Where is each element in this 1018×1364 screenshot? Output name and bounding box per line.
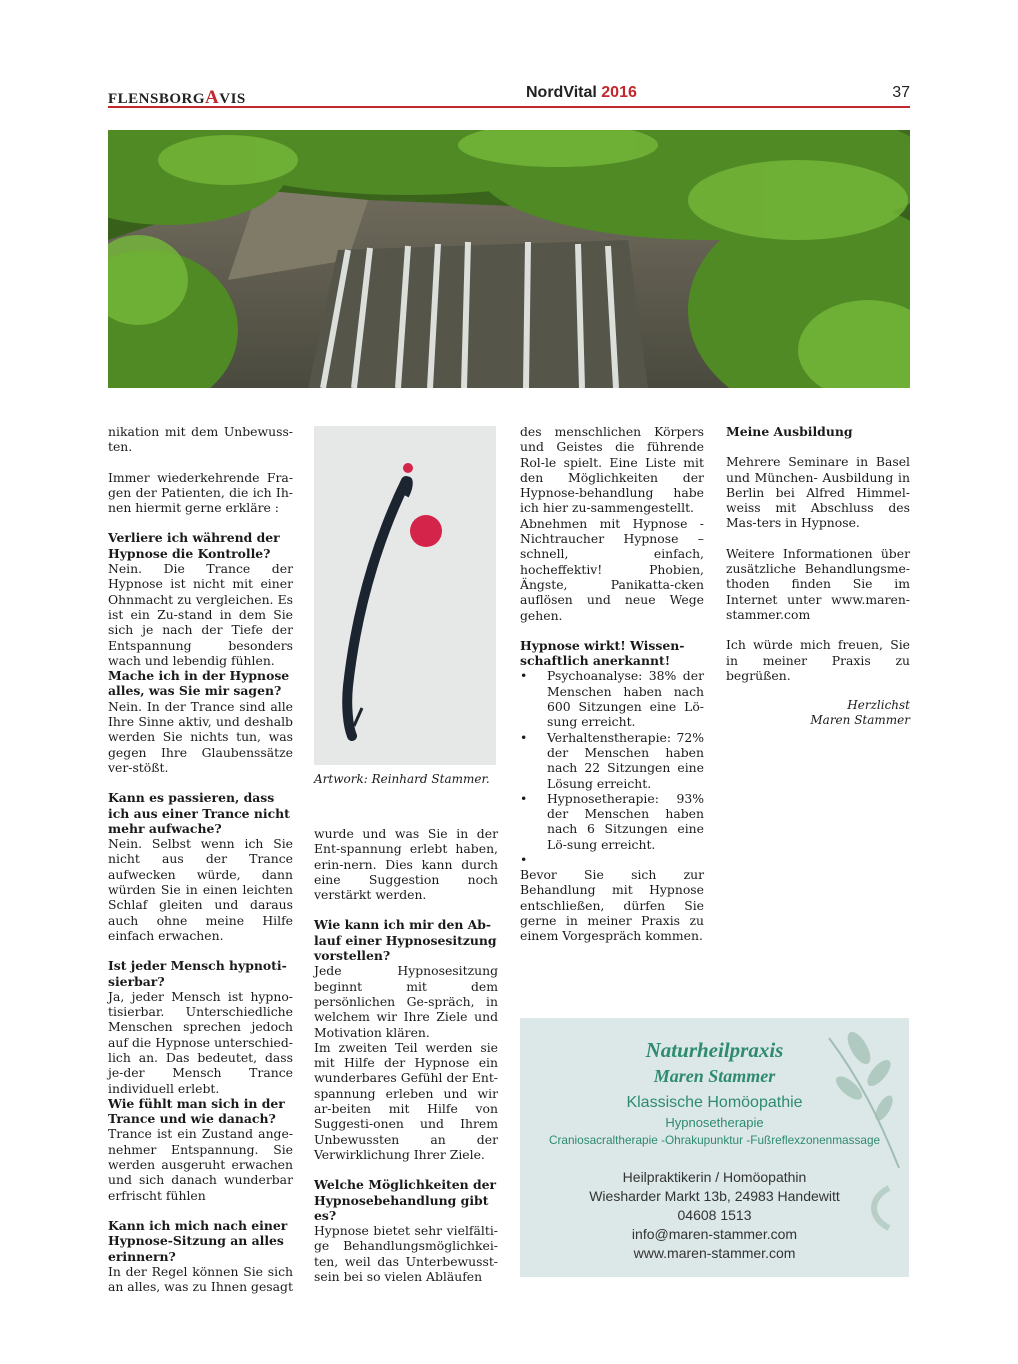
ad-role: Heilpraktikerin / Homöopathin bbox=[622, 1169, 807, 1185]
answer-paragraph: Hypnose bietet sehr vielfälti-ge Behandlungsmöglichkei-ten, weil das Unterbewusst-sein bei so vielen Abläufen bbox=[314, 1223, 498, 1285]
paragraph: Immer wiederkehrende Fra-gen der Patienten, die ich Ih-nen hiermit gerne erkläre : bbox=[108, 469, 293, 516]
list-item: • Verhaltenstherapie: 72% der Menschen haben nach 22 Sitzungen eine Lösung erreicht. bbox=[520, 730, 704, 791]
section-heading: Hypnose wirkt! Wissen-schaftlich anerkannt! bbox=[520, 637, 685, 669]
question-heading: Kann ich mich nach einer Hypnose-Sitzung an alles erinnern? bbox=[108, 1217, 288, 1264]
signature-greeting: Herzlichst bbox=[847, 698, 910, 713]
ad-practitioner-name: Maren Stammer bbox=[653, 1066, 776, 1086]
list-item: • Psychoanalyse: 38% der Menschen haben nach 600 Sitzungen eine Lö-sung erreicht. bbox=[520, 668, 704, 729]
paragraph: Abnehmen mit Hypnose -Nichtraucher Hypnose – schnell, einfach, hocheffektiv! Phobien, Ängste, Panikatta-cken auflösen und neue Wege gehen. bbox=[520, 515, 704, 623]
signature-name: Maren Stammer bbox=[810, 713, 910, 728]
page-number: 37 bbox=[892, 84, 910, 101]
ad-email-link[interactable]: info@maren-stammer.com bbox=[631, 1226, 798, 1242]
question-heading: Verliere ich während der Hypnose die Kontrolle? bbox=[108, 530, 280, 561]
page-header bbox=[108, 84, 910, 108]
ad-contact-block bbox=[520, 1168, 909, 1263]
question-heading: Welche Möglichkeiten der Hypnosebehandlung gibt es? bbox=[314, 1177, 497, 1223]
ad-service-list: Craniosacraltherapie -Ohrakupunktur -Fußreflexzonenmassage bbox=[548, 1133, 881, 1147]
magazine-title: NordVital 2016 bbox=[526, 84, 637, 101]
list-item bbox=[520, 852, 704, 867]
answer-paragraph: Im zweiten Teil werden sie mit Hilfe der Hypnose ein wunderbares Gefühl der Ent-spannung erleben und wir ar-beiten mit Hilfe von Suggesti-onen und Ihrem Unbewussten an der Verwirklichung Ihrer Ziele. bbox=[314, 1039, 498, 1162]
ad-website-link[interactable]: www.maren-stammer.com bbox=[633, 1245, 796, 1261]
answer-paragraph: Nein. Selbst wenn ich Sie nicht aus der Trance aufwecken würde, dann würden Sie in einen leichten Schlaf gleiten und daraus auch ohne meine Hilfe einfach erwachen. bbox=[108, 836, 293, 943]
question-heading: Ist jeder Mensch hypnoti-sierbar? bbox=[108, 958, 287, 989]
paragraph: Mehrere Seminare in Basel und München- Ausbildung in Berlin bei Alfred Himmel-weiss mit Abschluss des Mas-ters in Hypnose. bbox=[726, 454, 910, 531]
publisher-logo: FLENSBORGAVIS bbox=[108, 87, 246, 108]
ad-phone: 04608 1513 bbox=[677, 1207, 752, 1223]
ad-title: Naturheilpraxis bbox=[645, 1038, 784, 1062]
question-heading: Kann es passieren, dass ich aus einer Trance nicht mehr aufwache? bbox=[108, 790, 290, 836]
ad-service-main: Klassische Homöopathie bbox=[626, 1094, 803, 1111]
artwork-caption: Artwork: Reinhard Stammer. bbox=[314, 772, 490, 786]
question-heading: Mache ich in der Hypnose alles, was Sie mir sagen? bbox=[108, 668, 290, 699]
paragraph: des menschlichen Körpers und Geistes die führende Rol-le spielt. Eine Liste mit den Möglichkeiten der Hypnose-behandlung habe ich hier zu-sammengestellt. bbox=[520, 424, 704, 516]
section-heading: Meine Ausbildung bbox=[726, 424, 853, 439]
text-column-3 bbox=[520, 424, 704, 944]
paragraph: wurde und was Sie in der Ent-spannung erlebt haben, erin-nern. Dies kann durch eine Suggestion noch verstärkt werden. bbox=[314, 826, 498, 903]
question-heading: Wie fühlt man sich in der Trance und wie danach? bbox=[108, 1095, 285, 1127]
answer-paragraph: Jede Hypnosesitzung beginnt mit dem persönlichen Ge-spräch, in welchem wir Ihre Ziele und Motivation klären. bbox=[314, 963, 498, 1040]
paragraph: Weitere Informationen über zusätzliche Behandlungsme-thoden finden Sie im Internet unter www.maren-stammer.com bbox=[726, 545, 910, 622]
paragraph: Ich würde mich freuen, Sie in meiner Praxis zu begrüßen. bbox=[726, 637, 910, 683]
paragraph: Bevor Sie sich zur Behandlung mit Hypnose entschließen, dürfen Sie gerne in meiner Praxis zu einem Vorgespräch kommen. bbox=[520, 867, 704, 944]
waterfall-photo bbox=[108, 130, 910, 388]
answer-paragraph: Nein. Die Trance der Hypnose ist nicht mit einer Ohnmacht zu vergleichen. Es ist ein Zu-stand in dem Sie sich je nach der Tiefe der Entspannung besonders wach und lebendig fühlen. bbox=[108, 561, 293, 668]
question-heading: Wie kann ich mir den Ab-lauf einer Hypnosesitzung vorstellen? bbox=[314, 917, 497, 964]
answer-paragraph: Trance ist ein Zustand ange-nehmer Entspannung. Sie werden ausgeruht erwachen und sich danach wunderbar erfrischt fühlen bbox=[108, 1126, 293, 1203]
answer-paragraph: Ja, jeder Mensch ist hypno-tisierbar. Unterschiedliche Menschen sprechen jedoch auf die Hypnose unterschied-lich an. Das bedeutet, dass je-der Mensch Trance individuell erlebt. bbox=[108, 988, 293, 1096]
practice-advertisement bbox=[520, 1018, 909, 1277]
ad-service-secondary: Hypnosetherapie bbox=[665, 1115, 764, 1130]
paragraph: nikation mit dem Unbewuss-ten. bbox=[108, 424, 293, 455]
results-list bbox=[520, 668, 704, 867]
text-column-1 bbox=[108, 424, 293, 1294]
text-column-2 bbox=[314, 826, 498, 1284]
list-item: • Hypnosetherapie: 93% der Menschen haben nach 6 Sitzungen eine Lö-sung erreicht. bbox=[520, 791, 704, 852]
ad-address: Wiesharder Markt 13b, 24983 Handewitt bbox=[589, 1188, 840, 1204]
answer-paragraph: In der Regel können Sie sich an alles, was zu Ihnen gesagt bbox=[108, 1263, 293, 1295]
text-column-4 bbox=[726, 424, 910, 729]
artwork-image bbox=[314, 426, 496, 765]
answer-paragraph: Nein. In der Trance sind alle Ihre Sinne aktiv, und deshalb werden Sie nichts tun, was gegen Ihre Glaubenssätze ver-stößt. bbox=[108, 698, 293, 775]
